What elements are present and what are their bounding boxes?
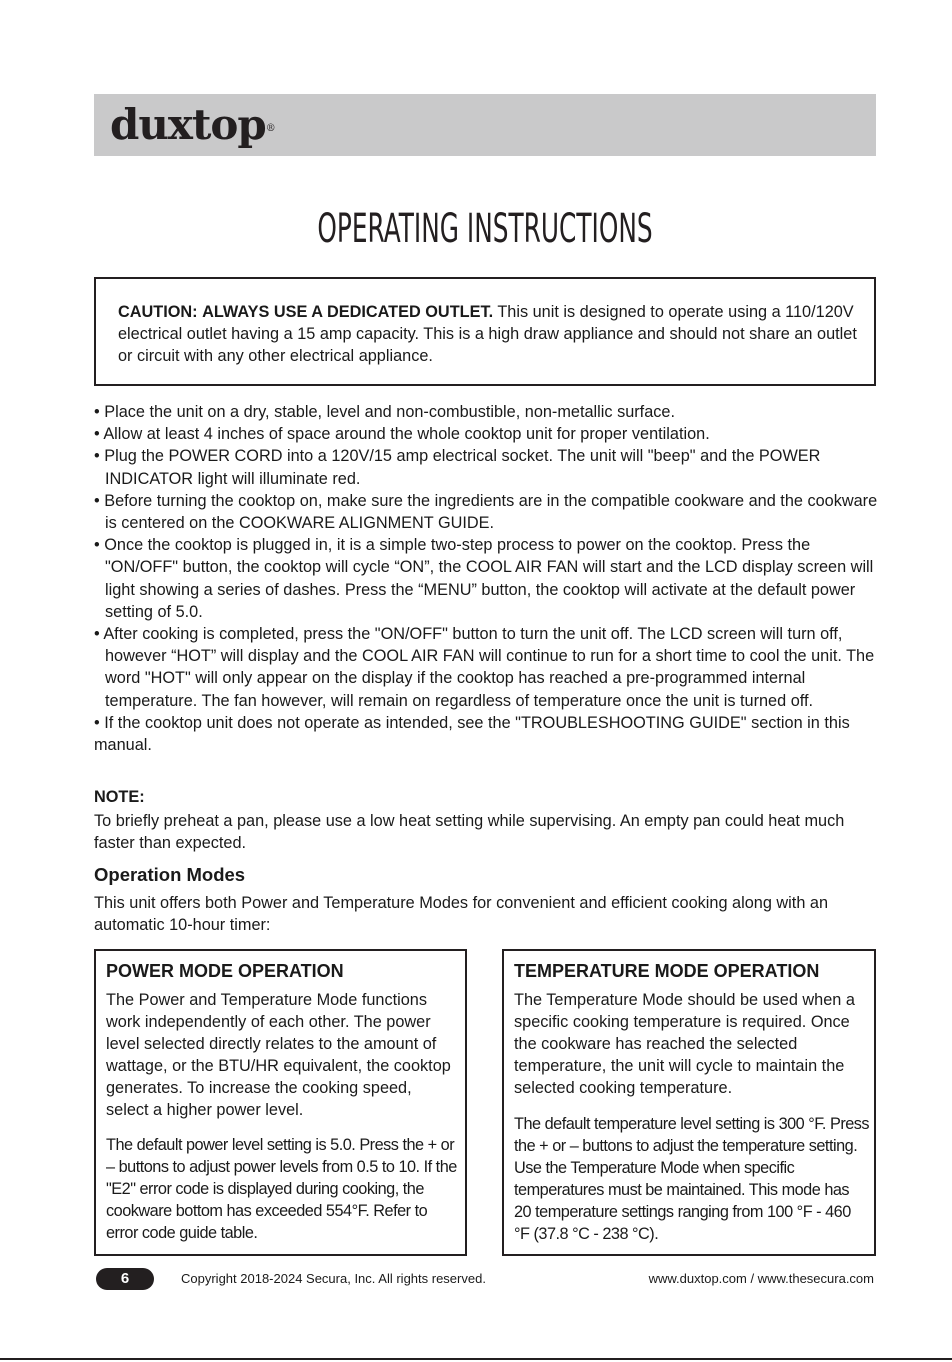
note-text: To briefly preheat a pan, please use a low heat setting while supervising. An empty pan could heat much faster than expected. <box>94 812 845 852</box>
note-heading: NOTE: <box>94 788 145 806</box>
list-item: • Place the unit on a dry, stable, level and non-combustible, non-metallic surface. <box>94 403 675 421</box>
power-mode-description: The Power and Temperature Mode functions work independently of each other. The power level selected directly relates to the amount of wattage, or the BTU/HR equivalent, the cooktop generates. To increase the cooking speed, select a higher power level. <box>106 991 451 1119</box>
caution-label: CAUTION: <box>118 303 198 321</box>
brand-logo <box>110 100 275 150</box>
list-item: • Plug the POWER CORD into a 120V/15 amp electrical socket. The unit will "beep" and the POWER INDICATOR light will illuminate red. <box>94 447 821 488</box>
operation-modes-text: This unit offers both Power and Temperature Modes for convenient and efficient cooking along with an automatic 10-hour timer: <box>94 894 829 934</box>
page-footer <box>0 1268 952 1292</box>
caution-text <box>118 301 858 367</box>
operation-modes-heading: Operation Modes <box>94 864 246 885</box>
power-mode-title: POWER MODE OPERATION <box>106 961 344 981</box>
bottom-rule <box>0 1358 952 1360</box>
temperature-mode-title: TEMPERATURE MODE OPERATION <box>514 961 820 981</box>
caution-body: This unit is designed to operate using a 110/120V electrical outlet having a 15 amp capacity. This is a high draw appliance and should not share an outlet or circuit with any other electrical appliance. <box>118 303 857 365</box>
page-title: OPERATING INSTRUCTIONS <box>317 206 653 252</box>
list-item: • Allow at least 4 inches of space around the whole cooktop unit for proper ventilation. <box>94 425 710 444</box>
logo-text: duxtop <box>110 100 266 149</box>
power-mode-defaults: The default power level setting is 5.0. Press the + or – buttons to adjust power levels from 0.5 to 10. If the "E2" error code is displayed during cooking, the cookware bottom has exceeded 554°F. Refer to error code guide table. <box>106 1136 457 1242</box>
caution-box <box>94 277 876 386</box>
copyright-text: Copyright 2018-2024 Secura, Inc. All rights reserved. <box>181 1271 486 1286</box>
temperature-mode-description: The Temperature Mode should be used when a specific cooking temperature is required. Once the cookware has reached the selected temperature, the unit will cycle to maintain the selected cooking temperature. <box>514 991 855 1097</box>
list-item: • If the cooktop unit does not operate as intended, see the "TROUBLESHOOTING GUIDE" section in this manual. <box>94 713 850 755</box>
registered-mark: ® <box>265 123 275 134</box>
website-text: www.duxtop.com / www.thesecura.com <box>648 1271 874 1286</box>
caution-emphasis: ALWAYS USE A DEDICATED OUTLET. <box>202 303 494 321</box>
page-number-badge: 6 <box>96 1268 154 1290</box>
temperature-mode-defaults: The default temperature level setting is 300 °F. Press the + or – buttons to adjust the temperature setting. Use the Temperature Mode when specific temperatures must be maintained. This mode has 20 temperature settings ranging from 100 °F - 460 °F (37.8 °C - 238 °C). <box>514 1115 870 1243</box>
temperature-mode-box <box>502 949 876 1256</box>
instruction-list <box>94 401 884 756</box>
list-item: • Before turning the cooktop on, make sure the ingredients are in the compatible cookware and the cookware is centered on the COOKWARE ALIGNMENT GUIDE. <box>94 491 878 533</box>
list-item: • After cooking is completed, press the "ON/OFF" button to turn the unit off. The LCD screen will turn off, however “HOT” will display and the COOL AIR FAN will continue to run for a short time to cool the unit. The word "HOT" will only appear on the display if the cooktop has reached a pre-programmed internal temperature. The fan however, will remain on regardless of temperature once the unit is turned off. <box>94 625 875 710</box>
power-mode-box <box>94 949 467 1256</box>
list-item: • Once the cooktop is plugged in, it is a simple two-step process to power on the cooktop. Press the "ON/OFF" button, the cooktop will cycle “ON”, the COOL AIR FAN will start and the LCD display screen will light showing a series of dashes. Press the “MENU” button, the cooktop will activate at the default power setting of 5.0. <box>94 536 874 621</box>
